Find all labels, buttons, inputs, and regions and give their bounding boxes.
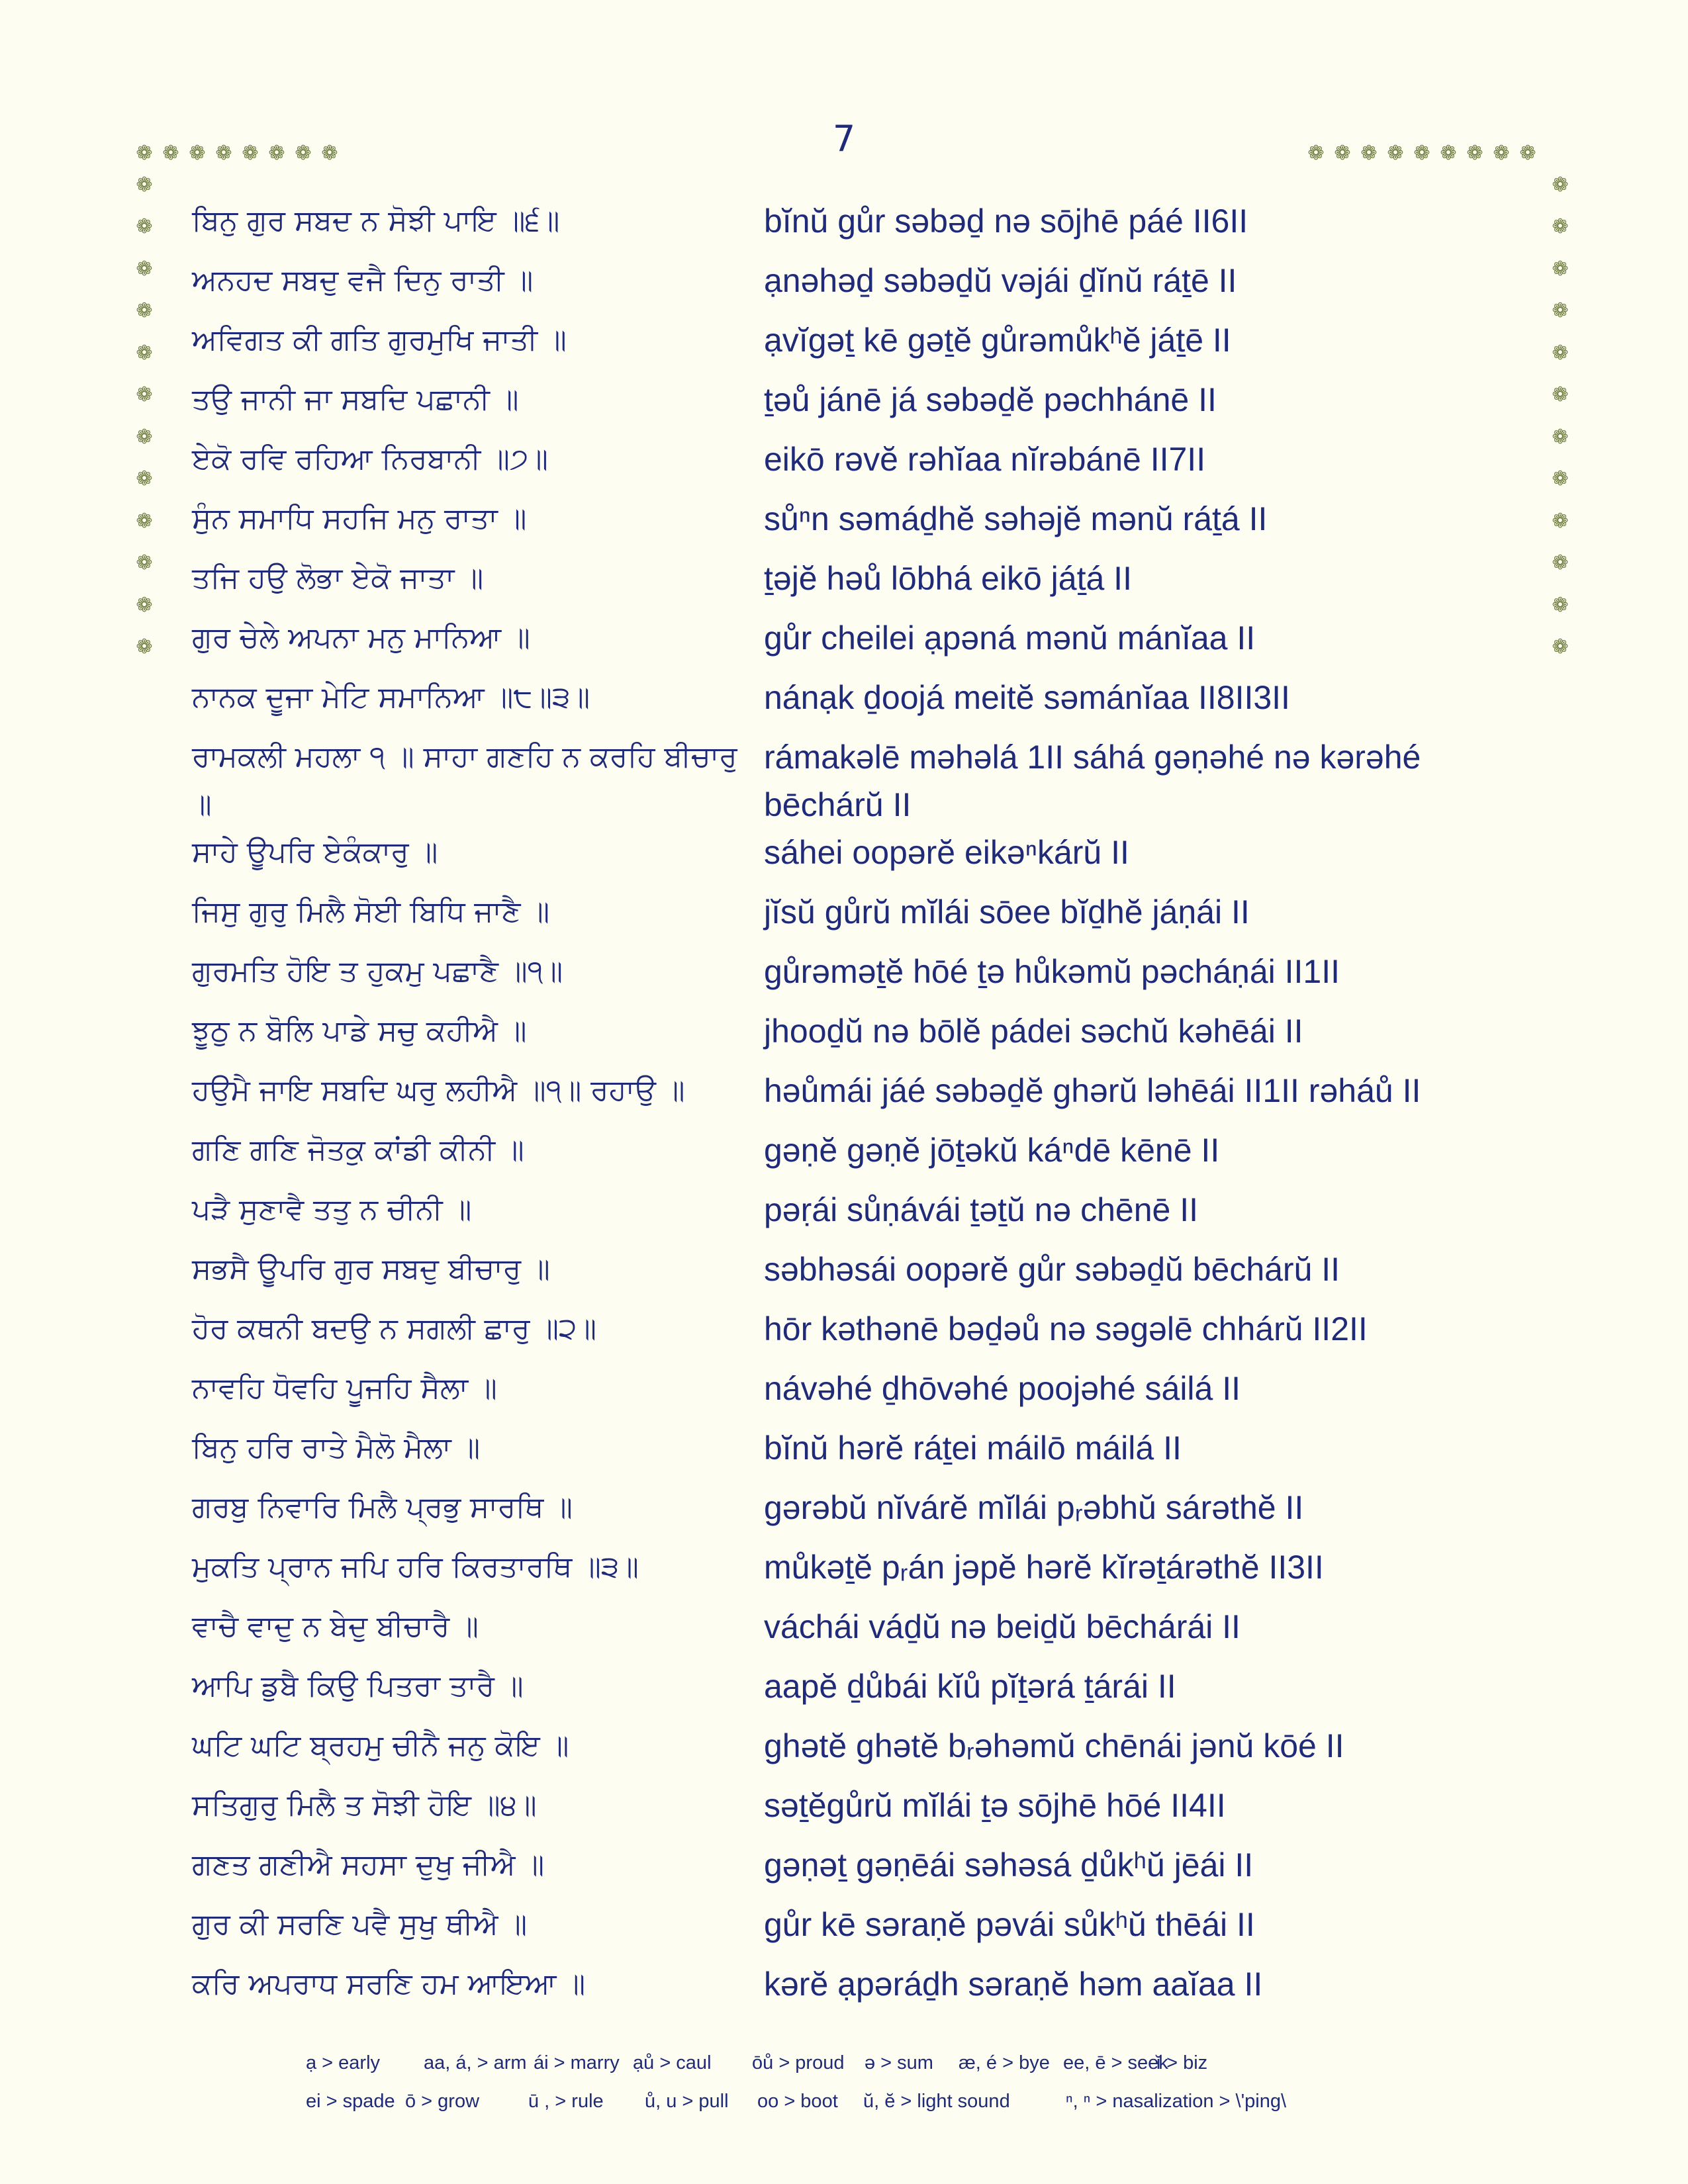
verse-row: [192, 733, 1529, 829]
gurmukhi-line: ਮੁਕਤਿ ਪ੍ਰਾਨ ਜਪਿ ਹਰਿ ਕਿਰਤਾਰਥਿ ॥੩॥: [192, 1550, 639, 1584]
flower-ornament-icon: ❁: [189, 142, 206, 165]
gurmukhi-line: ਏਕੋ ਰਵਿ ਰਹਿਆ ਨਿਰਬਾਨੀ ॥੭॥: [192, 442, 548, 476]
gurmukhi-line: ਗਣਤ ਗਣੀਐ ਸਹਸਾ ਦੁਖੁ ਜੀਐ ॥: [192, 1848, 545, 1882]
verse-row: [192, 1543, 1529, 1603]
flower-ornament-icon: ❁: [1552, 215, 1569, 239]
transliteration-line: səbhəsái oopərĕ gůr səbəḏŭ bēchárŭ II: [764, 1251, 1340, 1288]
transliteration-line: jhooḏŭ nə bōlĕ pádei səchŭ kəhēái II: [764, 1013, 1303, 1050]
transliteration-line: nánạk ḏoojá meitĕ səmánĭaa II8II3II: [764, 679, 1290, 716]
flower-ornament-icon: ❁: [268, 142, 285, 165]
flower-ornament-icon: ❁: [1552, 593, 1569, 617]
verse-row: [192, 1960, 1529, 2020]
flower-ornament-icon: ❁: [1466, 142, 1483, 165]
ornament-row-top-left: [131, 140, 343, 167]
gurmukhi-line: ਕਰਿ ਅਪਰਾਧ ਸਰਣਿ ਹਮ ਆਇਆ ॥: [192, 1967, 586, 2001]
gurmukhi-line: ਅਨਹਦ ਸਬਦੁ ਵਜੈ ਦਿਨੁ ਰਾਤੀ ॥: [192, 263, 534, 297]
gurmukhi-line: ਘਟਿ ਘਟਿ ਬ੍ਰਹਮੁ ਚੀਨੈ ਜਨੁ ਕੋਇ ॥: [192, 1729, 569, 1762]
verse-row: [192, 888, 1529, 948]
flower-ornament-icon: ❁: [1413, 142, 1430, 165]
gurmukhi-line: ਬਿਨੁ ਹਰਿ ਰਾਤੇ ਮੈਲੋ ਮੈਲਾ ॥: [192, 1431, 481, 1465]
legend-item: ạ > early: [306, 2052, 381, 2073]
legend-item: ee, ē > seek: [1063, 2052, 1168, 2073]
legend-item: ū , > rule: [528, 2090, 604, 2112]
verse-row: [192, 376, 1529, 435]
flower-ornament-icon: ❁: [136, 215, 153, 239]
transliteration-line: gəṇĕ gəṇĕ jōṯəkŭ káⁿdē kēnē II: [764, 1132, 1220, 1169]
gurmukhi-line: ਗੁਰ ਕੀ ਸਰਣਿ ਪਵੈ ਸੁਖੁ ਥੀਐ ॥: [192, 1907, 528, 1941]
flower-ornament-icon: ❁: [136, 142, 153, 165]
flower-ornament-icon: ❁: [1307, 142, 1325, 165]
gurmukhi-line: ਜਿਸੁ ਗੁਰੁ ਮਿਲੈ ਸੋਈ ਬਿਧਿ ਜਾਣੈ ॥: [192, 895, 550, 929]
gurmukhi-line: ਗਣਿ ਗਣਿ ਜੋਤਕੁ ਕਾਂਡੀ ਕੀਨੀ ॥: [192, 1133, 524, 1167]
page-number: 7: [832, 118, 856, 159]
verse-row: [192, 1841, 1529, 1901]
transliteration-line: ạvĭgəṯ kē gəṯĕ gůrəmůkʰĕ jáṯē II: [764, 322, 1231, 359]
ornament-row-top-right: [1303, 140, 1541, 167]
verse-list: [192, 197, 1529, 2020]
gurmukhi-line: ਗਰਬੁ ਨਿਵਾਰਿ ਮਿਲੈ ਪ੍ਰਭੁ ਸਾਰਥਿ ॥: [192, 1490, 573, 1524]
gurmukhi-line: ਵਾਚੈ ਵਾਦੁ ਨ ਬੇਦੁ ਬੀਚਾਰੈ ॥: [192, 1610, 479, 1643]
flower-ornament-icon: ❁: [1552, 299, 1569, 323]
transliteration-line: sáhei oopərĕ eikəⁿkárŭ II: [764, 834, 1129, 871]
verse-row: [192, 435, 1529, 495]
flower-ornament-icon: ❁: [136, 551, 153, 575]
verse-row: [192, 1662, 1529, 1722]
gurmukhi-line: ਤਉ ਜਾਨੀ ਜਾ ਸਬਦਿ ਪਛਾਨੀ ॥: [192, 383, 519, 416]
flower-ornament-icon: ❁: [1493, 142, 1510, 165]
gurmukhi-line: ਸਤਿਗੁਰੁ ਮਿਲੈ ਤ ਸੋਝੀ ਹੋਇ ॥੪॥: [192, 1788, 537, 1822]
transliteration-line: návəhé ḏhōvəhé poojəhé sáilá II: [764, 1370, 1241, 1407]
flower-ornament-icon: ❁: [321, 142, 338, 165]
flower-ornament-icon: ❁: [136, 509, 153, 533]
gurmukhi-line: ਝੂਠੁ ਨ ਬੋਲਿ ਪਾਡੇ ਸਚੁ ਕਹੀਐ ॥: [192, 1014, 527, 1048]
flower-ornament-icon: ❁: [1334, 142, 1351, 165]
legend-item: ə > sum: [865, 2052, 933, 2073]
flower-ornament-icon: ❁: [136, 257, 153, 281]
pronunciation-legend: [306, 2044, 1344, 2120]
flower-ornament-icon: ❁: [136, 467, 153, 491]
transliteration-line: jĭsŭ gůrŭ mĭlái sōee bĭḏhĕ jáṇái II: [764, 893, 1250, 931]
flower-ornament-icon: ❁: [136, 383, 153, 407]
flower-ornament-icon: ❁: [295, 142, 312, 165]
transliteration-line: gərəbŭ nĭvárĕ mĭlái pᵣəbhŭ sárəthĕ II: [764, 1489, 1304, 1526]
gurmukhi-line: ਅਵਿਗਤ ਕੀ ਗਤਿ ਗੁਰਮੁਖਿ ਜਾਤੀ ॥: [192, 323, 567, 357]
verse-row: [192, 948, 1529, 1007]
verse-row: [192, 1484, 1529, 1543]
flower-ornament-icon: ❁: [1552, 341, 1569, 365]
verse-row: [192, 316, 1529, 376]
legend-item: oo > boot: [757, 2090, 838, 2112]
legend-item: ei > spade: [306, 2090, 395, 2112]
gurmukhi-line: ਪੜੈ ਸੁਣਾਵੈ ਤਤੁ ਨ ਚੀਨੀ ॥: [192, 1193, 472, 1226]
verse-row: [192, 257, 1529, 316]
gurmukhi-line: ਰਾਮਕਲੀ ਮਹਲਾ ੧ ॥ ਸਾਹਾ ਗਣਹਿ ਨ ਕਰਹਿ ਬੀਚਾਰੁ ॥: [192, 740, 737, 821]
transliteration-line: kərĕ ạpəráḏh səraṇĕ həm aaĭaa II: [764, 1966, 1263, 2003]
legend-item: aa, á, > arm: [424, 2052, 527, 2073]
legend-row-2: [306, 2082, 1344, 2120]
flower-ornament-icon: ❁: [1519, 142, 1536, 165]
flower-ornament-icon: ❁: [242, 142, 259, 165]
flower-ornament-icon: ❁: [1552, 257, 1569, 281]
verse-row: [192, 1424, 1529, 1484]
verse-row: [192, 197, 1529, 257]
legend-item: ů, u > pull: [645, 2090, 729, 2112]
flower-ornament-icon: ❁: [136, 635, 153, 659]
gurmukhi-line: ਆਪਿ ਡੁਬੈ ਕਿਉ ਪਿਤਰਾ ਤਾਰੈ ॥: [192, 1669, 524, 1703]
verse-row: [192, 614, 1529, 674]
verse-row: [192, 1246, 1529, 1305]
flower-ornament-icon: ❁: [1552, 467, 1569, 491]
transliteration-line: hōr kəthənē bəḏəů nə səgəlē chhárŭ II2II: [764, 1310, 1368, 1347]
verse-row: [192, 829, 1529, 888]
legend-row-1: [306, 2044, 1344, 2082]
transliteration-line: aapĕ ḏůbái kĭů pĭṯərá ṯárái II: [764, 1668, 1176, 1705]
legend-item: ōů > proud: [752, 2052, 845, 2073]
gurmukhi-line: ਸੁੰਨ ਸਮਾਧਿ ਸਹਜਿ ਮਨੁ ਰਾਤਾ ॥: [192, 502, 527, 535]
verse-row: [192, 495, 1529, 555]
transliteration-line: sůⁿn səmáḏhĕ səhəjĕ mənŭ ráṯá II: [764, 500, 1268, 537]
transliteration-line: bĭnŭ hərĕ ráṯei máilō máilá II: [764, 1430, 1182, 1467]
transliteration-line: rámakəlē məhəlá 1II sáhá gəṇəhé nə kərəhé bēchárŭ II: [764, 739, 1421, 823]
flower-ornament-icon: ❁: [136, 593, 153, 617]
flower-ornament-icon: ❁: [1552, 635, 1569, 659]
legend-item: æ, é > bye: [959, 2052, 1050, 2073]
verse-row: [192, 1067, 1529, 1126]
gurmukhi-line: ਤਜਿ ਹਉ ਲੋਭਾ ਏਕੋ ਜਾਤਾ ॥: [192, 561, 484, 595]
flower-ornament-icon: ❁: [1552, 173, 1569, 197]
gurmukhi-line: ਹੋਰ ਕਥਨੀ ਬਦਉ ਨ ਸਗਲੀ ਛਾਰੁ ॥੨॥: [192, 1312, 597, 1345]
gurmukhi-line: ਹਉਮੈ ਜਾਇ ਸਬਦਿ ਘਰੁ ਲਹੀਐ ॥੧॥ ਰਹਾਉ ॥: [192, 1073, 685, 1107]
gurmukhi-line: ਗੁਰ ਚੇਲੇ ਅਪਨਾ ਮਨੁ ਮਾਨਿਆ ॥: [192, 621, 530, 655]
transliteration-line: eikō rəvĕ rəhĭaa nĭrəbánē II7II: [764, 441, 1206, 478]
transliteration-line: həůmái jáé səbəḏĕ ghərŭ ləhēái II1II rəháů II: [764, 1072, 1421, 1109]
ornament-column-left: [131, 164, 158, 668]
flower-ornament-icon: ❁: [136, 425, 153, 449]
legend-item: ⁿ, ⁿ > nasalization > \'ping\: [1066, 2090, 1287, 2112]
transliteration-line: gəṇəṯ gəṇēái səhəsá ḏůkʰŭ jēái II: [764, 1846, 1254, 1884]
verse-row: [192, 1722, 1529, 1782]
legend-item: ō > grow: [405, 2090, 480, 2112]
verse-row: [192, 1603, 1529, 1662]
legend-item: ạů > caul: [633, 2052, 712, 2073]
verse-row: [192, 1365, 1529, 1424]
flower-ornament-icon: ❁: [1387, 142, 1404, 165]
gurmukhi-line: ਨਾਨਕ ਦੂਜਾ ਮੇਟਿ ਸਮਾਨਿਆ ॥੮॥੩॥: [192, 680, 590, 714]
transliteration-line: gůr kē səraṇĕ pəvái sůkʰŭ thēái II: [764, 1906, 1255, 1943]
flower-ornament-icon: ❁: [1360, 142, 1378, 165]
verse-row: [192, 1901, 1529, 1960]
ornament-column-right: [1547, 164, 1573, 668]
verse-row: [192, 1305, 1529, 1365]
flower-ornament-icon: ❁: [1552, 383, 1569, 407]
flower-ornament-icon: ❁: [1440, 142, 1457, 165]
legend-item: ŭ, ĕ > light sound: [863, 2090, 1010, 2112]
flower-ornament-icon: ❁: [136, 341, 153, 365]
verse-row: [192, 1186, 1529, 1246]
transliteration-line: váchái váḏŭ nə beiḏŭ bēchárái II: [764, 1608, 1241, 1645]
transliteration-line: pəṛái sůṇávái ṯəṯŭ nə chēnē II: [764, 1191, 1199, 1228]
legend-item: ái > marry: [534, 2052, 620, 2073]
flower-ornament-icon: ❁: [1552, 425, 1569, 449]
transliteration-line: bĭnŭ gůr səbəḏ nə sōjhē páé II6II: [764, 203, 1248, 240]
transliteration-line: ghətĕ ghətĕ bᵣəhəmŭ chēnái jənŭ kōé II: [764, 1727, 1344, 1764]
verse-row: [192, 674, 1529, 733]
transliteration-line: səṯĕgůrŭ mĭlái ṯə sōjhē hōé II4II: [764, 1787, 1226, 1824]
flower-ornament-icon: ❁: [215, 142, 232, 165]
gurmukhi-line: ਗੁਰਮਤਿ ਹੋਇ ਤ ਹੁਕਮੁ ਪਛਾਣੈ ॥੧॥: [192, 954, 563, 988]
verse-row: [192, 1007, 1529, 1067]
verse-row: [192, 1782, 1529, 1841]
verse-row: [192, 555, 1529, 614]
gurmukhi-line: ਬਿਨੁ ਗੁਰ ਸਬਦ ਨ ਸੋਝੀ ਪਾਇ ॥੬॥: [192, 204, 560, 238]
gurmukhi-line: ਸਭਸੈ ਊਪਰਿ ਗੁਰ ਸਬਦੁ ਬੀਚਾਰੁ ॥: [192, 1252, 550, 1286]
flower-ornament-icon: ❁: [1552, 551, 1569, 575]
transliteration-line: gůr cheilei ạpəná mənŭ mánĭaa II: [764, 619, 1256, 657]
transliteration-line: ṯəjĕ həů lōbhá eikō jáṯá II: [764, 560, 1132, 597]
gurmukhi-line: ਸਾਹੇ ਊਪਰਿ ਏਕੰਕਾਰੁ ॥: [192, 835, 438, 869]
gurmukhi-line: ਨਾਵਹਿ ਧੋਵਹਿ ਪੂਜਹਿ ਸੈਲਾ ॥: [192, 1371, 497, 1405]
transliteration-line: ṯəů jánē já səbəḏĕ pəchhánē II: [764, 381, 1217, 418]
transliteration-line: ạnəhəḏ səbəḏŭ vəjái ḏĭnŭ ráṯē II: [764, 262, 1237, 299]
flower-ornament-icon: ❁: [136, 173, 153, 197]
flower-ornament-icon: ❁: [136, 299, 153, 323]
transliteration-line: můkəṯĕ pᵣán jəpĕ hərĕ kĭrəṯárəthĕ II3II: [764, 1549, 1324, 1586]
legend-item: ĭ > biz: [1156, 2052, 1208, 2073]
flower-ornament-icon: ❁: [1552, 509, 1569, 533]
verse-row: [192, 1126, 1529, 1186]
transliteration-line: gůrəməṯĕ hōé ṯə hůkəmŭ pəcháṇái II1II: [764, 953, 1340, 990]
flower-ornament-icon: ❁: [162, 142, 179, 165]
